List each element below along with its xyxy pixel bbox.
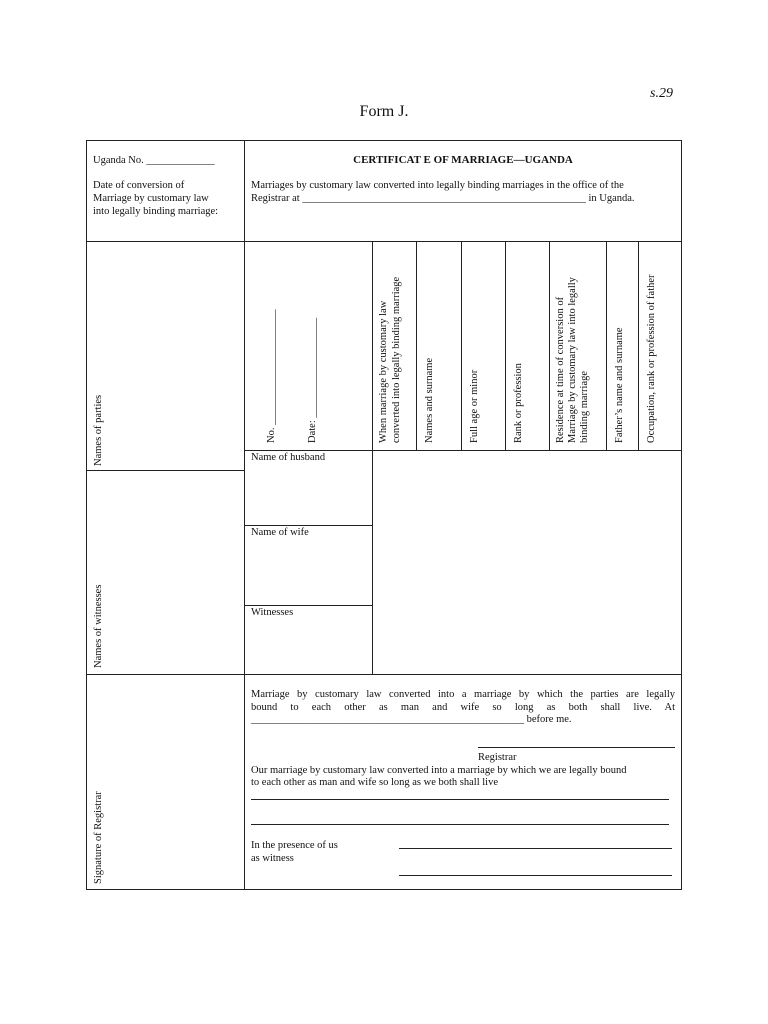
divider-header bbox=[86, 241, 682, 242]
divider-col-when bbox=[372, 241, 373, 674]
header-residence-line-3: binding marriage bbox=[579, 370, 590, 443]
divider-signature-section bbox=[86, 674, 682, 675]
witness-signature-line-1 bbox=[399, 848, 672, 849]
witnesses-label: Witnesses bbox=[251, 607, 294, 618]
witness-signature-line-2 bbox=[399, 875, 672, 876]
presence-label-line-1: In the presence of us bbox=[251, 840, 338, 851]
header-residence-line-2: Marriage by customary law into legally bbox=[567, 277, 578, 443]
divider-left-column bbox=[244, 140, 245, 890]
divider-col-rank bbox=[505, 241, 506, 450]
no-field: No. ______________________ bbox=[266, 309, 277, 443]
statement-1-line-2: bound to each other as man and wife so long as both shall live. At bbox=[251, 702, 675, 713]
header-fathers-name: Father’s name and surname bbox=[614, 327, 625, 443]
divider-col-names bbox=[416, 241, 417, 450]
party-signature-line-2 bbox=[251, 824, 669, 825]
name-of-husband-label: Name of husband bbox=[251, 452, 326, 463]
date-conversion-line-1: Date of conversion of bbox=[93, 180, 185, 191]
date-conversion-line-2: Marriage by customary law bbox=[93, 193, 209, 204]
divider-col-occupation bbox=[638, 241, 639, 450]
statement-1-line-3: ____________________________________________________ before me. bbox=[251, 714, 572, 725]
registrar-office-line-1: Marriages by customary law converted into legally binding marriages in the office of the bbox=[251, 180, 624, 191]
certificate-heading: CERTIFICAT E OF MARRIAGE—UGANDA bbox=[353, 154, 573, 166]
name-of-wife-label: Name of wife bbox=[251, 527, 309, 538]
header-when-marriage-line-1: When marriage by customary law bbox=[378, 300, 389, 443]
statement-1-line-1: Marriage by customary law converted into a marriage by which the parties are legally bbox=[251, 689, 675, 700]
header-names-and-surname: Names and surname bbox=[424, 357, 435, 443]
presence-label-line-2: as witness bbox=[251, 853, 294, 864]
date-conversion-line-3: into legally binding marriage: bbox=[93, 206, 219, 217]
signature-of-registrar-label: Signature of Registrar bbox=[93, 791, 104, 884]
registrar-signature-line bbox=[478, 747, 675, 748]
divider-parties-witnesses bbox=[86, 470, 244, 471]
party-signature-line-1 bbox=[251, 799, 669, 800]
names-of-parties-label: Names of parties bbox=[93, 394, 104, 466]
divider-col-age bbox=[461, 241, 462, 450]
form-title: Form J. bbox=[359, 103, 409, 120]
header-residence-line-1: Residence at time of conversion of bbox=[555, 296, 566, 443]
uganda-number-field: Uganda No. _____________ bbox=[93, 155, 215, 166]
statement-2-line-2: to each other as man and wife so long as we both shall live bbox=[251, 777, 498, 788]
registrar-office-line-2: Registrar at ______________________________________________________ in Uganda. bbox=[251, 193, 635, 204]
statement-2-line-1: Our marriage by customary law converted into a marriage by which we are legally bound bbox=[251, 765, 627, 776]
section-reference: s.29 bbox=[650, 86, 673, 101]
header-occupation-father: Occupation, rank or profession of father bbox=[646, 274, 657, 443]
divider-col-father bbox=[606, 241, 607, 450]
header-rank-profession: Rank or profession bbox=[513, 363, 524, 443]
date-field: Date: ___________________ bbox=[307, 317, 318, 443]
header-when-marriage-line-2: converted into legally binding marriage bbox=[391, 276, 402, 443]
names-of-witnesses-label: Names of witnesses bbox=[93, 584, 104, 668]
divider-col-residence bbox=[549, 241, 550, 450]
registrar-label: Registrar bbox=[478, 752, 517, 763]
header-full-age: Full age or minor bbox=[469, 369, 480, 443]
